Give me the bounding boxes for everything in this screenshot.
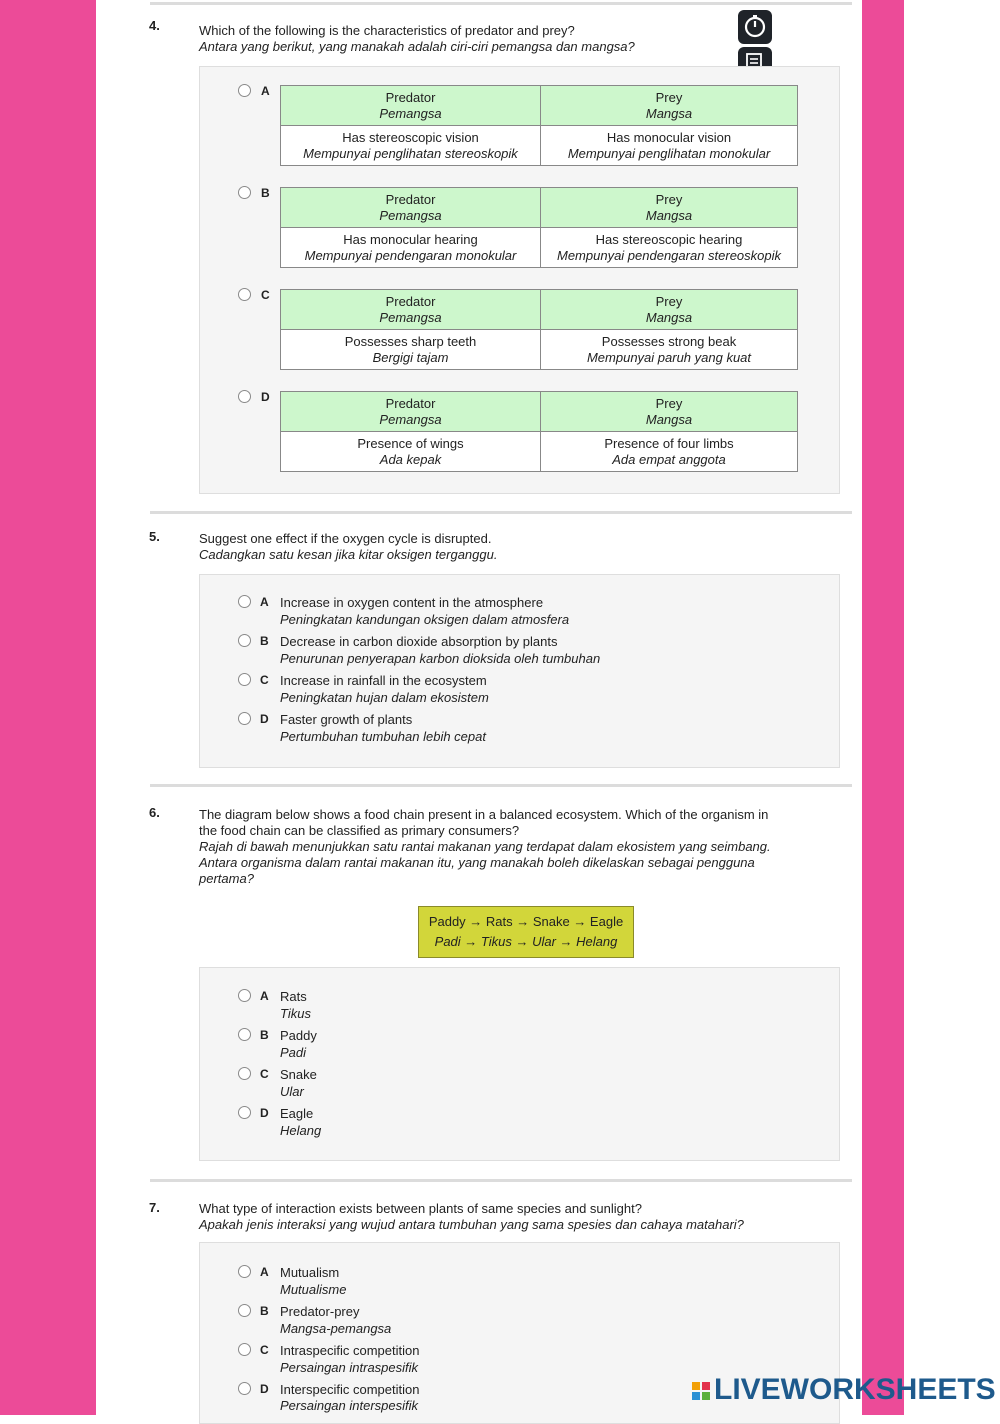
cell-ms: Mempunyai penglihatan monokular (567, 145, 771, 161)
option-radio[interactable] (238, 1304, 251, 1317)
question-text (199, 807, 839, 887)
option-radio[interactable] (238, 84, 251, 97)
cell-ms: Bergigi tajam (372, 349, 449, 365)
header-ms: Pemangsa (379, 207, 442, 223)
option-text-ms: Padi (280, 1045, 307, 1060)
option-letter: C (260, 1343, 269, 1357)
option-radio[interactable] (238, 288, 251, 301)
divider (150, 784, 852, 787)
cell-ms: Ada kepak (379, 451, 442, 467)
brand-name: LIVEWORKSHEETS (714, 1373, 996, 1406)
option-text-en: Interspecific competition (280, 1382, 420, 1397)
option-text-ms: Pertumbuhan tumbuhan lebih cepat (280, 729, 486, 744)
option-text-en: Snake (280, 1067, 317, 1082)
option-radio[interactable] (238, 186, 251, 199)
option-radio[interactable] (238, 595, 251, 608)
cell-en: Has monocular hearing (343, 231, 478, 247)
question-text-en: the food chain can be classified as primary consumers? (199, 823, 520, 838)
cell-ms: Ada empat anggota (612, 451, 726, 467)
option-text-ms: Peningkatan kandungan oksigen dalam atmosfera (280, 612, 570, 627)
cell-en: Has monocular vision (606, 129, 732, 145)
option-letter: A (260, 989, 269, 1003)
option-text-en: Eagle (280, 1106, 314, 1121)
question-text-en: The diagram below shows a food chain present in a balanced ecosystem. Which of the organism in (199, 807, 769, 822)
option-letter: B (260, 634, 269, 648)
option-text-ms: Persaingan intraspesifik (280, 1360, 419, 1375)
option-radio[interactable] (238, 1382, 251, 1395)
right-border (862, 0, 904, 1415)
option-radio[interactable] (238, 390, 251, 403)
cell-ms: Mempunyai paruh yang kuat (586, 349, 752, 365)
option-table[interactable] (280, 391, 798, 472)
option-text-ms: Mangsa-pemangsa (280, 1321, 392, 1336)
question-text (199, 23, 635, 55)
cell-ms: Mempunyai pendengaran stereoskopik (556, 247, 782, 263)
divider (150, 1179, 852, 1182)
option-radio[interactable] (238, 1106, 251, 1119)
option-text-ms: Tikus (280, 1006, 311, 1021)
question-number: 6. (149, 805, 160, 820)
option-text-en: Paddy (280, 1028, 317, 1043)
option-text-en: Decrease in carbon dioxide absorption by plants (280, 634, 558, 649)
cell-en: Possesses sharp teeth (344, 333, 477, 349)
question-text-ms: Antara organisma dalam rantai makanan itu, yang manakah boleh dikelaskan sebagai pengguna (199, 855, 755, 870)
option-letter: B (261, 186, 270, 200)
option-letter: A (260, 595, 269, 609)
food-chain-diagram (418, 906, 634, 958)
left-border (0, 0, 96, 1415)
header-en: Prey (655, 293, 683, 309)
option-letter: C (260, 1067, 269, 1081)
question-text (199, 531, 497, 563)
question-text-ms: Antara yang berikut, yang manakah adalah ciri-ciri pemangsa dan mangsa? (199, 39, 635, 54)
option-text-en: Mutualism (280, 1265, 340, 1280)
option-text-ms: Penurunan penyerapan karbon dioksida oleh tumbuhan (280, 651, 601, 666)
option-table[interactable] (280, 187, 798, 268)
cell-ms: Mempunyai penglihatan stereoskopik (303, 145, 518, 161)
option-letter: D (260, 712, 269, 726)
question-text-en: Suggest one effect if the oxygen cycle is disrupted. (199, 531, 492, 546)
divider (150, 2, 852, 5)
question-text-ms: Apakah jenis interaksi yang wujud antara tumbuhan yang sama spesies dan cahaya matahari? (199, 1217, 744, 1232)
question-number: 4. (149, 18, 160, 33)
option-letter: D (261, 390, 270, 404)
option-radio[interactable] (238, 1343, 251, 1356)
header-ms: Mangsa (645, 207, 693, 223)
food-chain-en: Paddy → Rats → Snake → Eagle (428, 914, 624, 929)
option-radio[interactable] (238, 673, 251, 686)
liveworksheets-logo-icon (692, 1382, 710, 1400)
question-text (199, 1201, 744, 1233)
question-text-ms: Cadangkan satu kesan jika kitar oksigen terganggu. (199, 547, 498, 562)
option-text-en: Increase in oxygen content in the atmosphere (280, 595, 544, 610)
question-text-ms: pertama? (199, 871, 254, 886)
question-text-en: What type of interaction exists between plants of same species and sunlight? (199, 1201, 642, 1216)
option-letter: D (260, 1382, 269, 1396)
header-ms: Pemangsa (379, 309, 442, 325)
food-chain-ms: Padi → Tikus → Ular → Helang (434, 934, 618, 949)
option-letter: C (261, 288, 270, 302)
option-text-ms: Mutualisme (280, 1282, 347, 1297)
header-en: Predator (385, 395, 436, 411)
option-letter: B (260, 1028, 269, 1042)
option-letter: B (260, 1304, 269, 1318)
option-text-en: Faster growth of plants (280, 712, 413, 727)
option-text-en: Rats (280, 989, 307, 1004)
option-radio[interactable] (238, 634, 251, 647)
option-letter: A (261, 84, 270, 98)
option-text-en: Predator-prey (280, 1304, 360, 1319)
header-ms: Mangsa (645, 105, 693, 121)
timer-icon (738, 10, 772, 44)
header-en: Predator (385, 293, 436, 309)
cell-en: Presence of four limbs (604, 435, 734, 451)
timer-button[interactable] (738, 10, 772, 44)
cell-en: Presence of wings (357, 435, 464, 451)
option-table[interactable] (280, 289, 798, 370)
question-text-ms: Rajah di bawah menunjukkan satu rantai makanan yang terdapat dalam ekosistem yang seimbang. (199, 839, 771, 854)
option-radio[interactable] (238, 712, 251, 725)
option-table[interactable] (280, 85, 798, 166)
option-radio[interactable] (238, 1265, 251, 1278)
header-en: Predator (385, 89, 436, 105)
header-ms: Pemangsa (379, 105, 442, 121)
header-ms: Pemangsa (379, 411, 442, 427)
header-ms: Mangsa (645, 411, 693, 427)
option-radio[interactable] (238, 1067, 251, 1080)
header-en: Prey (655, 89, 683, 105)
question-number: 7. (149, 1200, 160, 1215)
option-text-ms: Ular (280, 1084, 304, 1099)
header-en: Prey (655, 395, 683, 411)
option-text-en: Increase in rainfall in the ecosystem (280, 673, 487, 688)
option-letter: C (260, 673, 269, 687)
header-ms: Mangsa (645, 309, 693, 325)
header-en: Prey (655, 191, 683, 207)
option-radio[interactable] (238, 989, 251, 1002)
question-number: 5. (149, 529, 160, 544)
question-text-en: Which of the following is the characteristics of predator and prey? (199, 23, 575, 38)
cell-en: Possesses strong beak (601, 333, 737, 349)
cell-ms: Mempunyai pendengaran monokular (304, 247, 517, 263)
option-letter: A (260, 1265, 269, 1279)
option-text-ms: Helang (280, 1123, 322, 1138)
divider (150, 511, 852, 514)
option-radio[interactable] (238, 1028, 251, 1041)
option-letter: D (260, 1106, 269, 1120)
cell-en: Has stereoscopic vision (342, 129, 479, 145)
option-text-ms: Persaingan interspesifik (280, 1398, 419, 1413)
option-text-en: Intraspecific competition (280, 1343, 420, 1358)
header-en: Predator (385, 191, 436, 207)
cell-en: Has stereoscopic hearing (595, 231, 743, 247)
option-text-ms: Peningkatan hujan dalam ekosistem (280, 690, 489, 705)
brand-wordmark (714, 1373, 996, 1407)
